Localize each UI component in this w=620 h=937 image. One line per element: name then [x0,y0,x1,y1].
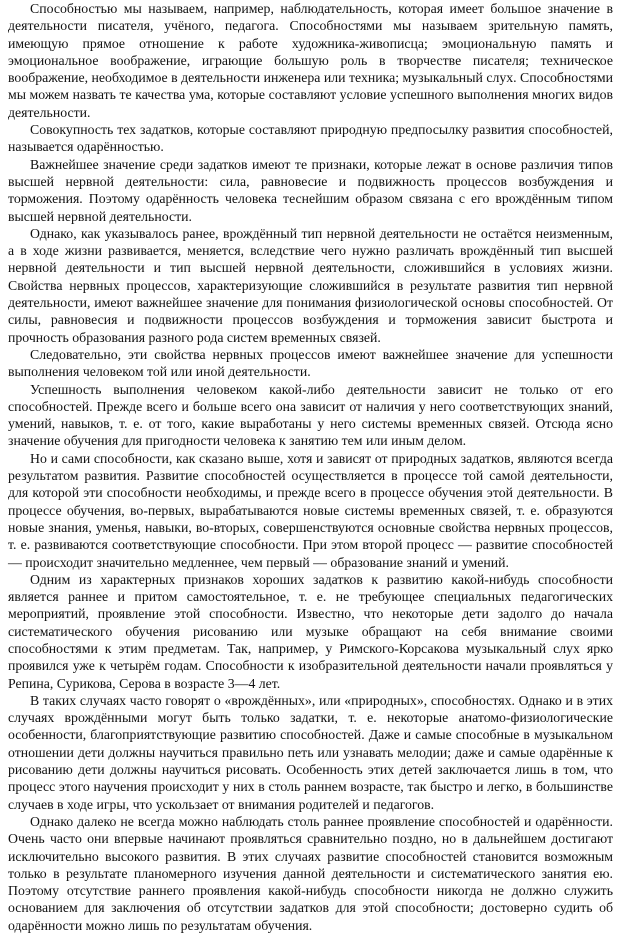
paragraph-3: Важнейшее значение среди задатков имеют те признаки, которые лежат в основе различия типов высшей нервной деятельности: сила, равновесие и подвижность процессов возбуждения и торможения. Поэтому одарённость человека теснейшим образом связана с его врождённым типом высшей нервной деятельности. [8,156,613,224]
paragraph-9: В таких случаях часто говорят о «врождённых», или «природных», способностях. Однако и в этих случаях врождёнными могут быть только задатки, т. е. некоторые анатомо-физиологические особенности, благоприятствующие развитию способностей. Даже и самые способные в музыкальном отношении дети должны научиться правильно петь или узнавать мелодии; даже и самые одарённые к рисованию дети должны научиться рисовать. Особенность этих детей заключается лишь в том, что процесс этого научения происходит у них в столь раннем возрасте, так быстро и легко, в большинстве случаев в ходе игры, что ускользает от внимания родителей и педагогов. [8,692,613,812]
paragraph-10: Однако далеко не всегда можно наблюдать столь раннее проявление способностей и одарённости. Очень часто они впервые начинают проявляться сравнительно поздно, но в дальнейшем достигают исключительно высокого развития. В этих случаях развитие способностей становится возможным только в результате планомерного изучения данной деятельности и систематического занятия ею. Поэтому отсутствие раннего проявления какой-нибудь способности никогда не должно служить основанием для заключения об отсутствии задатков для этой способности; достоверно судить об одарённости можно лишь по результатам обучения. [8,813,613,933]
paragraph-4: Однако, как указывалось ранее, врождённый тип нервной деятельности не остаётся неизменным, а в ходе жизни развивается, меняется, вследствие чего нужно различать врождённый тип высшей нервной деятельности и тип высшей нервной деятельности, сложившийся в условиях жизни. Свойства нервных процессов, характеризующие сложившийся в результате развития тип нервной деятельности, имеют важнейшее значение для понимания физиологической основы способностей. От силы, равновесия и подвижности процессов возбуждения и торможения зависит быстрота и прочность образования разного рода систем временных связей. [8,225,613,345]
paragraph-5: Следовательно, эти свойства нервных процессов имеют важнейшее значение для успешности выполнения человеком той или иной деятельности. [8,346,613,380]
paragraph-8: Одним из характерных признаков хороших задатков к развитию какой-нибудь способности является раннее и притом самостоятельное, т. е. не требующее специальных педагогических мероприятий, проявление этой способности. Известно, что некоторые дети задолго до начала систематического обучения рисованию или музыке обращают на себя внимание своими способностями к этим предметам. Так, например, у Римского-Корсакова музыкальный слух ярко проявился уже к четырём годам. Способности к изобразительной деятельности начали проявляться у Репина, Сурикова, Серова в возрасте 3—4 лет. [8,571,613,691]
paragraph-1: Способностью мы называем, например, наблюдательность, которая имеет большое значение в деятельности писателя, учёного, педагога. Способностями мы называем зрительную память, имеющую прямое отношение к работе художника-живописца; эмоциональную память и эмоциональное воображение, играющие большую роль в творчестве писателя; техническое воображение, необходимое в деятельности инженера или техника; музыкальный слух. Способностями мы можем назвать те качества ума, которые составляют условие успешного выполнения многих видов деятельности. [8,1,613,120]
paragraph-7: Но и сами способности, как сказано выше, хотя и зависят от природных задатков, являются всегда результатом развития. Развитие способностей осуществляется в процессе той самой деятельности, для которой эти способности необходимы, и прежде всего в процессе обучения этой деятельности. В процессе обучения, во-первых, вырабатываются новые системы временных связей, т. е. образуются новые знания, уменья, навыки, во-вторых, совершенствуются основные свойства нервных процессов, т. е. развиваются соответствующие способности. При этом второй процесс — развитие способностей — происходит значительно медленнее, чем первый — образование знаний и умений. [8,450,613,570]
paragraph-2: Совокупность тех задатков, которые составляют природную предпосылку развития способностей, называется одарённостью. [8,122,613,155]
paragraph-6: Успешность выполнения человеком какой-либо деятельности зависит не только от его способностей. Прежде всего и больше всего она зависит от наличия у него соответствующих знаний, умений, навыков, т. е. от того, какие выработаны у него системы временных связей. Отсюда ясно значение обучения для пригодности человека к занятию тем или иным делом. [8,381,613,449]
